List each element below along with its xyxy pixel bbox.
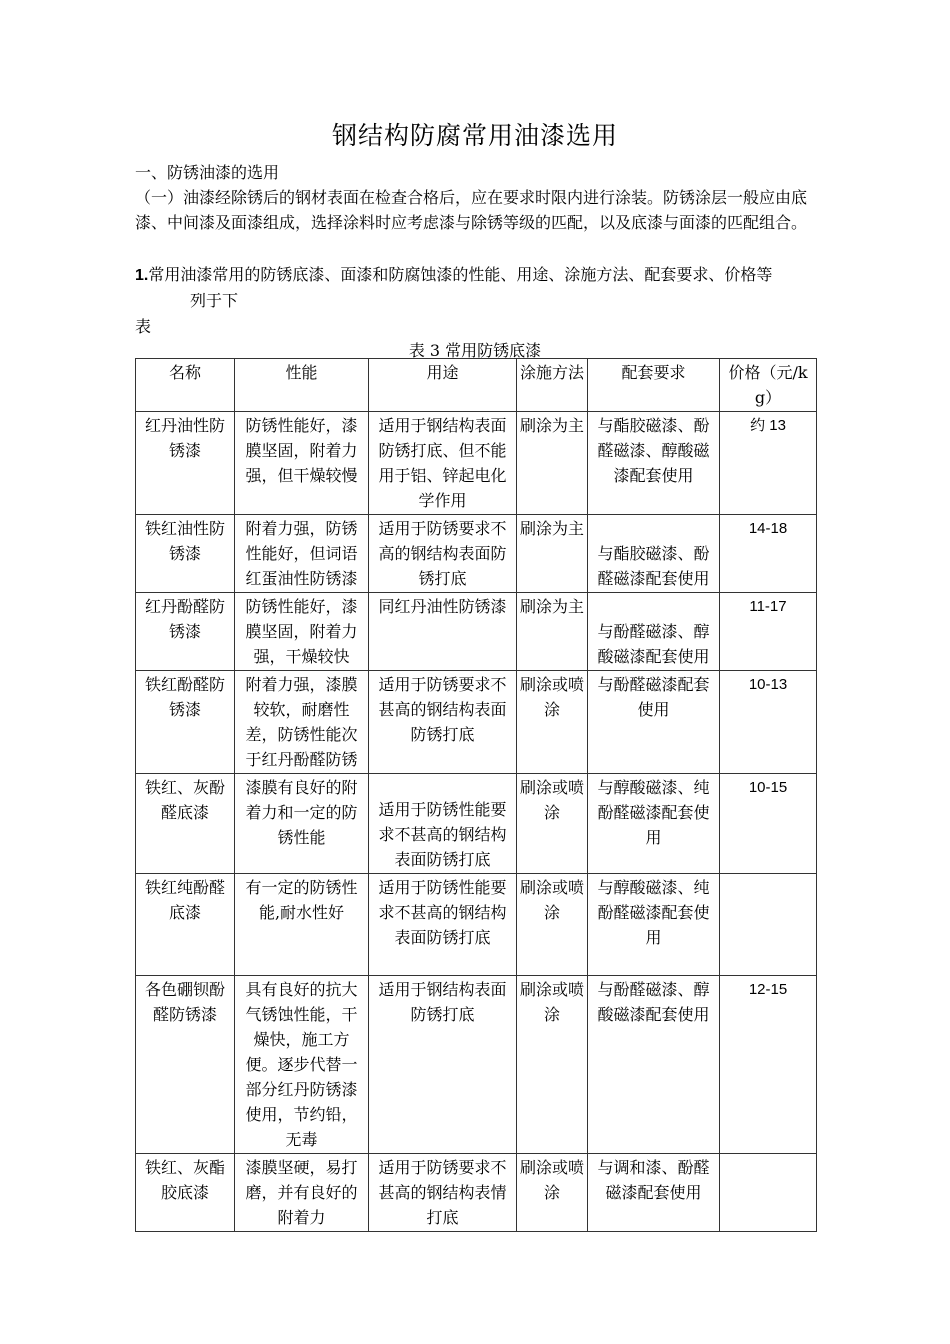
table-header-row [136, 359, 817, 412]
table-cell: 刷涂为主 [517, 515, 588, 593]
table-cell: 适用于防锈性能要求不甚高的钢结构表面防锈打底 [369, 774, 517, 874]
table-cell: 刷涂或喷涂 [517, 1154, 588, 1232]
table-cell: 10-13 [720, 671, 817, 774]
table-intro-word: 表 [135, 317, 152, 336]
table-row [136, 593, 817, 671]
table-row [136, 671, 817, 774]
table-cell: 14-18 [720, 515, 817, 593]
header-cell: 价格（元/kg） [720, 359, 817, 412]
paint-table [135, 358, 817, 1232]
table-cell: 具有良好的抗大气锈蚀性能，干燥快，施工方便。逐步代替一部分红丹防锈漆使用，节约铅，无毒 [235, 976, 369, 1154]
table-cell: 与酚醛磁漆、醇酸磁漆配套使用 [588, 593, 720, 671]
table-cell: 有一定的防锈性能,耐水性好 [235, 874, 369, 976]
table-cell: 刷涂为主 [517, 593, 588, 671]
table-row [136, 412, 817, 515]
table-cell: 适用于防锈要求不高的钢结构表面防锈打底 [369, 515, 517, 593]
table-cell: 适用于防锈性能要求不甚高的钢结构表面防锈打底 [369, 874, 517, 976]
table-row [136, 874, 817, 976]
table-cell: 同红丹油性防锈漆 [369, 593, 517, 671]
page-title: 钢结构防腐常用油漆选用 [331, 121, 618, 150]
table-cell: 刷涂或喷涂 [517, 976, 588, 1154]
header-cell: 用途 [369, 359, 517, 412]
list-text: 常用油漆常用的防锈底漆、面漆和防腐蚀漆的性能、用途、涂施方法、配套要求、价格等 [148, 265, 773, 284]
table-cell: 铁红、灰酚醛底漆 [136, 774, 235, 874]
table-row [136, 515, 817, 593]
table-cell: 与醇酸磁漆、纯酚醛磁漆配套使用 [588, 774, 720, 874]
table-cell: 11-17 [720, 593, 817, 671]
header-cell: 涂施方法 [517, 359, 588, 412]
table-row [136, 774, 817, 874]
table-cell: 刷涂或喷涂 [517, 774, 588, 874]
list-number: 1. [135, 267, 149, 284]
table-cell: 适用于防锈要求不甚高的钢结构表情打底 [369, 1154, 517, 1232]
table-cell: 刷涂或喷涂 [517, 671, 588, 774]
table-cell: 漆膜坚硬，易打磨，并有良好的附着力 [235, 1154, 369, 1232]
table-cell: 与酯胶磁漆、酚醛磁漆配套使用 [588, 515, 720, 593]
table-cell: 防锈性能好，漆膜坚固，附着力强，干燥较快 [235, 593, 369, 671]
table-cell: 铁红、灰酯胶底漆 [136, 1154, 235, 1232]
table-cell: 与调和漆、酚醛磁漆配套使用 [588, 1154, 720, 1232]
table-cell: 漆膜有良好的附着力和一定的防锈性能 [235, 774, 369, 874]
header-cell: 性能 [235, 359, 369, 412]
table-cell: 刷涂或喷涂 [517, 874, 588, 976]
table-cell: 红丹酚醛防锈漆 [136, 593, 235, 671]
table-cell: 适用于钢结构表面防锈打底 [369, 976, 517, 1154]
table-cell: 红丹油性防锈漆 [136, 412, 235, 515]
table-cell: 附着力强，防锈性能好，但词语红蛋油性防锈漆 [235, 515, 369, 593]
table-cell: 附着力强，漆膜较软，耐磨性差，防锈性能次于红丹酚醛防锈 [235, 671, 369, 774]
table-cell: 与醇酸磁漆、纯酚醛磁漆配套使用 [588, 874, 720, 976]
table-cell: 10-15 [720, 774, 817, 874]
table-cell [720, 874, 817, 976]
table-cell: 与酚醛磁漆配套使用 [588, 671, 720, 774]
table-cell [720, 1154, 817, 1232]
table-cell: 约 13 [720, 412, 817, 515]
table-cell: 适用于钢结构表面防锈打底、但不能用于铝、锌起电化学作用 [369, 412, 517, 515]
table-row [136, 1154, 817, 1232]
section-heading: 一、防锈油漆的选用 [135, 163, 280, 182]
table-cell: 防锈性能好，漆膜坚固，附着力强，但干燥较慢 [235, 412, 369, 515]
table-caption: 表 3 常用防锈底漆 [408, 341, 542, 360]
paragraph-list-item [135, 262, 817, 313]
header-cell: 名称 [136, 359, 235, 412]
table-cell: 铁红油性防锈漆 [136, 515, 235, 593]
paragraph-intro: （一）油漆经除锈后的钢材表面在检查合格后，应在要求时限内进行涂装。防锈涂层一般应由底漆、中间漆及面漆组成，选择涂料时应考虑漆与除锈等级的匹配，以及底漆与面漆的匹配组合。 [135, 188, 808, 232]
table-cell: 与酯胶磁漆、酚醛磁漆、醇酸磁漆配套使用 [588, 412, 720, 515]
table-cell: 各色硼钡酚醛防锈漆 [136, 976, 235, 1154]
table-cell: 适用于防锈要求不甚高的钢结构表面防锈打底 [369, 671, 517, 774]
table-cell: 刷涂为主 [517, 412, 588, 515]
table-cell: 与酚醛磁漆、醇酸磁漆配套使用 [588, 976, 720, 1154]
table-cell: 铁红酚醛防锈漆 [136, 671, 235, 774]
header-cell: 配套要求 [588, 359, 720, 412]
table-row [136, 976, 817, 1154]
table-cell: 铁红纯酚醛底漆 [136, 874, 235, 976]
list-text-continued: 列于下 [190, 291, 239, 310]
table-cell: 12-15 [720, 976, 817, 1154]
